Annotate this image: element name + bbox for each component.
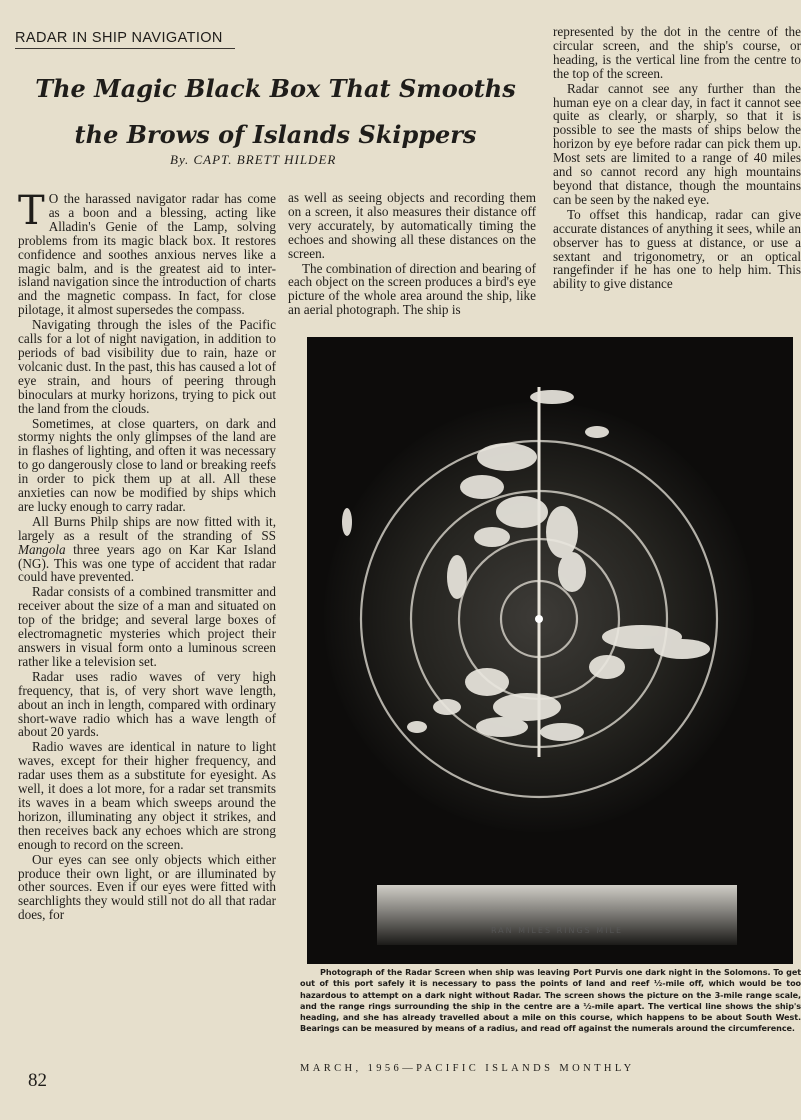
footer-month: MARCH,: [300, 1063, 362, 1074]
paragraph: Radar consists of a combined transmitter and receiver about the size of a man and situated on top of the bridge; and several large boxes of electromagnetic mysteries which project their answers in visual form onto a luminous screen rather like a television set.: [18, 584, 276, 669]
paragraph: Navigating through the isles of the Pacific calls for a lot of night navigation, in addition to periods of bad visibility due to rain, haze or volcanic dust. In the past, this has caused a lot of eye strain, and hours of peering through binoculars at murky horizons, trying to pick out the land from the clouds.: [18, 317, 276, 416]
byline: By. CAPT. BRETT HILDER: [170, 152, 337, 167]
footer-dash: —: [402, 1063, 417, 1074]
footer-publication: PACIFIC ISLANDS MONTHLY: [416, 1063, 635, 1074]
running-footer: [300, 1063, 800, 1074]
ship-name: Mangola: [18, 541, 66, 557]
photo-caption: [300, 967, 801, 1035]
headline-line-2: the Brows of Islands Skippers: [74, 120, 477, 149]
paragraph: The combination of direction and bearing of each object on the screen produces a bird's eye picture of the whole area around the ship, like an aerial photograph. The ship is: [288, 260, 536, 318]
paragraph: [18, 188, 276, 318]
page-number: 82: [28, 1070, 47, 1091]
article-headline: [18, 66, 533, 158]
footer-year: 1956: [367, 1063, 403, 1074]
paragraph: Radar uses radio waves of very high frequency, that is, of very short wave length, about an inch in length, compared with ordinary short-wave radio which has a wave length of about 20 yards.: [18, 668, 276, 740]
paragraph: Radar cannot see any further than the human eye on a clear day, in fact it cannot see quite as clearly, or sharply, so that it is possible to see the masts of ships below the horizon by eye before radar can pick them up. Most sets are limited to a range of 40 miles and so cannot record any high mountains beyond that distance, though the mountains can be seen by the naked eye.: [553, 80, 801, 207]
paragraph: To offset this handicap, radar can give accurate distances of anything it sees, while an observer has to guess at distance, or use a sextant and trigonometry, or an optical rangefinder if he has one to help him. This ability to give distance: [553, 206, 801, 292]
screen-bezel-panel: [377, 885, 737, 945]
paragraph: Our eyes can see only objects which either produce their own light, or are illuminated by other sources. Even if our eyes were fitted with searchlights they would still not do all that radar does, for: [18, 851, 276, 923]
paragraph: as well as seeing objects and recording them on a screen, it also measures their distance off very accurately, by automatically timing the echoes and showing all these distances on the screen.: [288, 190, 536, 261]
paragraph: Sometimes, at close quarters, on dark and stormy nights the only glimpses of the land are in flashes of lighting, and often it was necessary to go dangerously close to land or breaking reefs in order to pick them up at all. All these anxieties can now be modified by ships which are lucky enough to carry radar.: [18, 415, 276, 514]
paragraph-text: O the harassed navigator radar has come as a boon and a blessing, acting like Alladin's Genie of the Lamp, solving problems from its magic black box. It restores confidence and soothes anxious nerves like a magic balm, and is the greatest aid to inter-island navigation since the introduction of charts and the magnetic compass. In fact, for close pilotage, it almost supersedes the compass.: [18, 191, 276, 318]
section-label: RADAR IN SHIP NAVIGATION: [15, 30, 235, 49]
article-column-1: [18, 188, 276, 923]
ship-dot: [535, 615, 543, 623]
paragraph: Radio waves are identical in nature to light waves, except for their higher frequency, and radar uses them as a substitute for eyesight. As well, it does a lot more, for a radar set transmits its waves in a beam which sweeps around the horizon, illuminating any object it strikes, and then receives back any echoes which are strong enough to record on the screen.: [18, 739, 276, 852]
paragraph-text: three years ago on Kar Kar Island (NG). This was one type of accident that radar could have prevented.: [18, 541, 276, 585]
paragraph: represented by the dot in the centre of the circular screen, and the ship's course, or heading, is the vertical line from the centre to the top of the screen.: [553, 24, 801, 81]
paragraph: [18, 515, 276, 585]
drop-cap: T: [18, 188, 45, 234]
paragraph-text: All Burns Philp ships are now fitted with it, largely as a result of the stranding of SS: [18, 513, 276, 543]
radar-screen-photo: [307, 337, 793, 964]
article-column-2: [288, 191, 536, 318]
panel-label: RAN MILES RINGS MILE: [490, 926, 624, 935]
caption-text: Photograph of the Radar Screen when ship was leaving Port Purvis one dark night in the Solomons. To get out of this port safely it is necessary to pass the points of land and reef ½-mile off, which would be too hazardous to attempt on a dark night without Radar. The screen shows the picture on the 3-mile range scale, and the range rings surrounding the ship in the centre are a ½-mile apart. The vertical line shows the ship's heading, and she has already travelled about a mile on this course, which happens to be about South West. Bearings can be measured by means of a radius, and read off against the numerals around the circumference.: [300, 967, 801, 1034]
article-column-3: [553, 25, 801, 292]
radar-screen-image: [307, 337, 793, 964]
headline-line-1: The Magic Black Box That Smooths: [35, 74, 516, 103]
